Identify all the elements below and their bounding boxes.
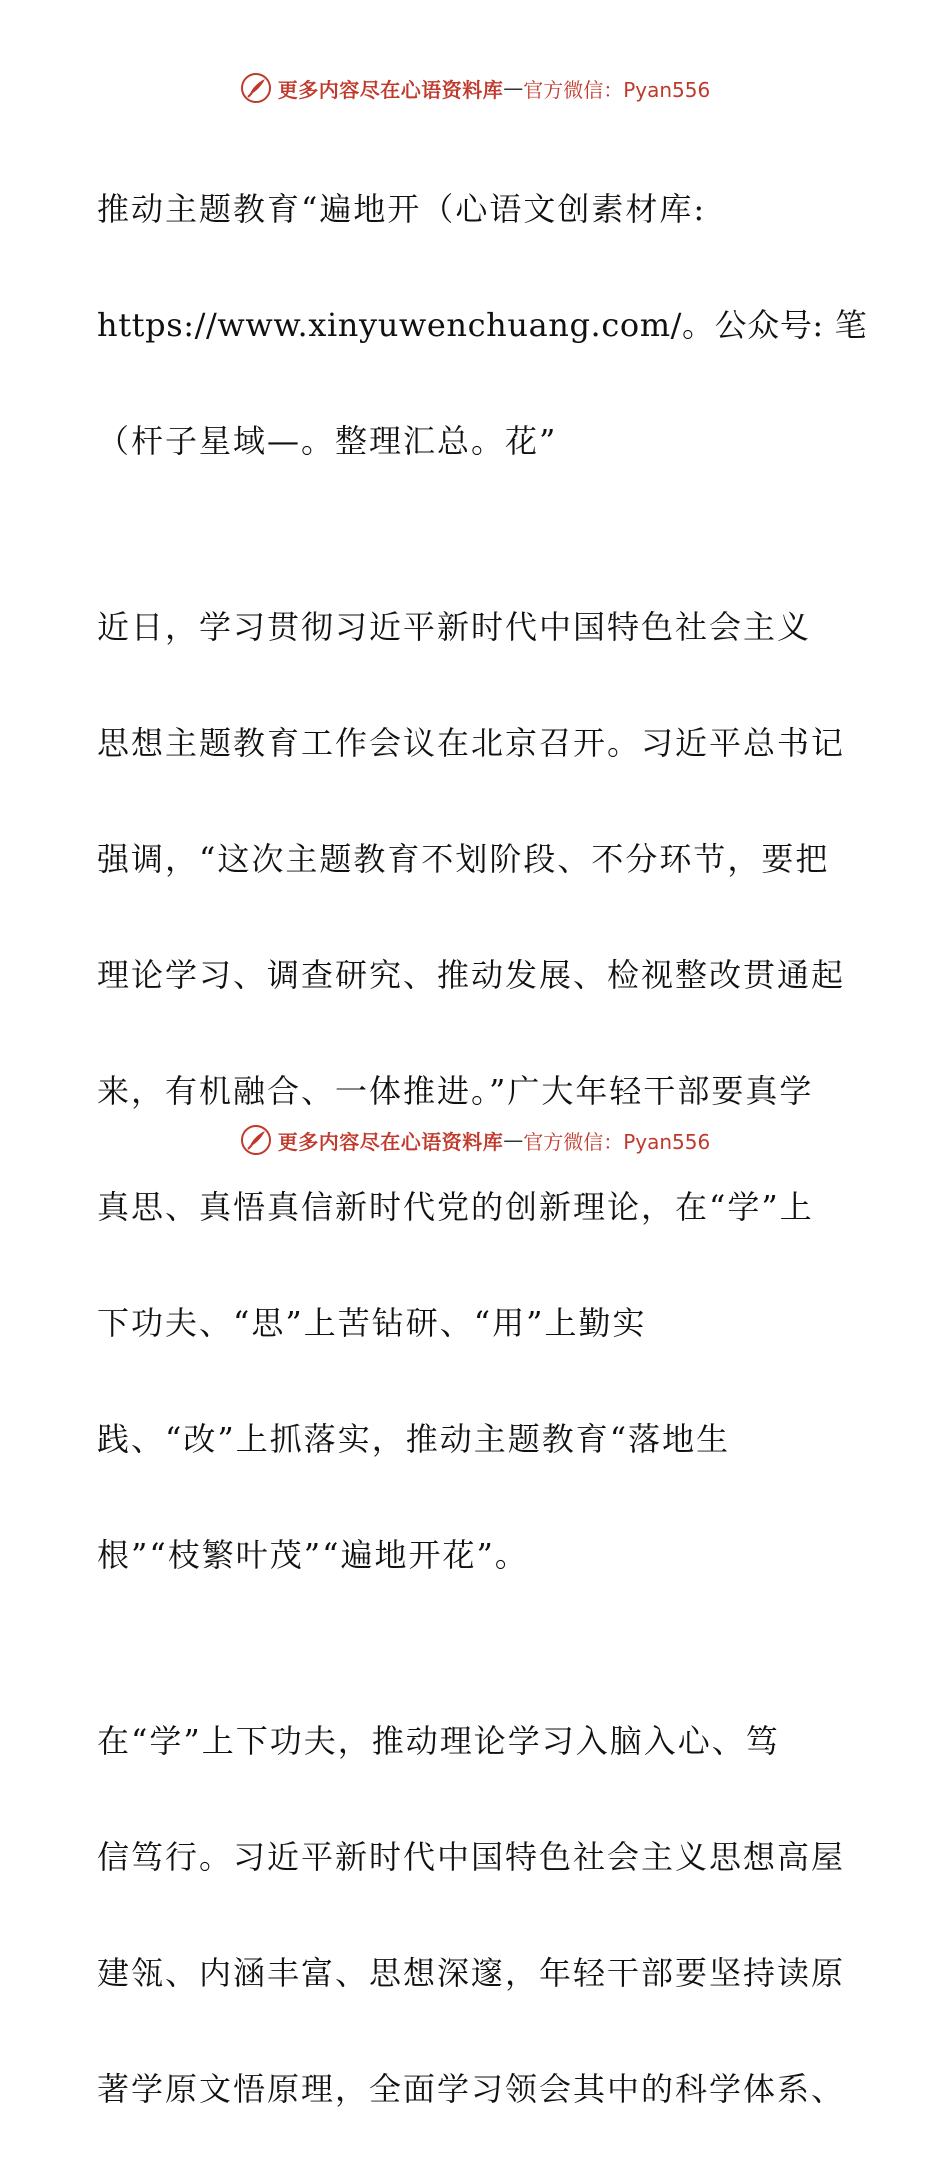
watermark-wechat: 官方微信：Pyan556 xyxy=(523,77,711,102)
watermark-wechat: 官方微信：Pyan556 xyxy=(523,1129,711,1154)
quill-logo-icon xyxy=(240,1124,272,1156)
text-line: 著学原文悟原理，全面学习领会其中的科学体系、 xyxy=(97,2070,846,2108)
watermark-text: 更多内容尽在心语资料库 xyxy=(277,77,504,102)
text-line: 思想主题教育工作会议在北京召开。习近平总书记 xyxy=(97,724,846,762)
text-line: 真思、真悟真信新时代党的创新理论，在“学”上 xyxy=(97,1188,814,1226)
text-line-url: https://www.xinyuwenchuang.com/。公众号: 笔 xyxy=(97,306,868,344)
header-watermark xyxy=(0,68,950,108)
text-line: 根”“枝繁叶茂”“遍地开花”。 xyxy=(97,1536,529,1574)
paragraph-title xyxy=(97,122,868,528)
paragraph-study xyxy=(97,1654,857,2176)
paragraph-intro xyxy=(97,540,857,1642)
watermark-dash: — xyxy=(503,1128,524,1152)
footer-watermark xyxy=(0,1120,950,1160)
text-line: 理论学习、调查研究、推动发展、检视整改贯通起 xyxy=(97,956,846,994)
text-line: 信笃行。习近平新时代中国特色社会主义思想高屋 xyxy=(97,1838,846,1876)
watermark-dash: — xyxy=(503,76,524,100)
text-line: 近日，学习贯彻习近平新时代中国特色社会主义 xyxy=(97,608,812,646)
text-line: 践、“改”上抓落实，推动主题教育“落地生 xyxy=(97,1420,731,1458)
text-line: （杆子星域—。整理汇总。花” xyxy=(97,422,558,460)
quill-logo-icon xyxy=(240,72,272,104)
text-line: 来，有机融合、一体推进。”广大年轻干部要真学 xyxy=(97,1072,814,1110)
text-line: 在“学”上下功夫，推动理论学习入脑入心、笃 xyxy=(97,1722,780,1760)
watermark-text: 更多内容尽在心语资料库 xyxy=(277,1129,504,1154)
text-line: 建瓴、内涵丰富、思想深邃，年轻干部要坚持读原 xyxy=(97,1954,846,1992)
text-line: 下功夫、“思”上苦钻研、“用”上勤实 xyxy=(97,1304,647,1342)
text-line: 推动主题教育“遍地开（心语文创素材库: xyxy=(97,190,707,228)
text-line: 强调，“这次主题教育不划阶段、不分环节，要把 xyxy=(97,840,830,878)
